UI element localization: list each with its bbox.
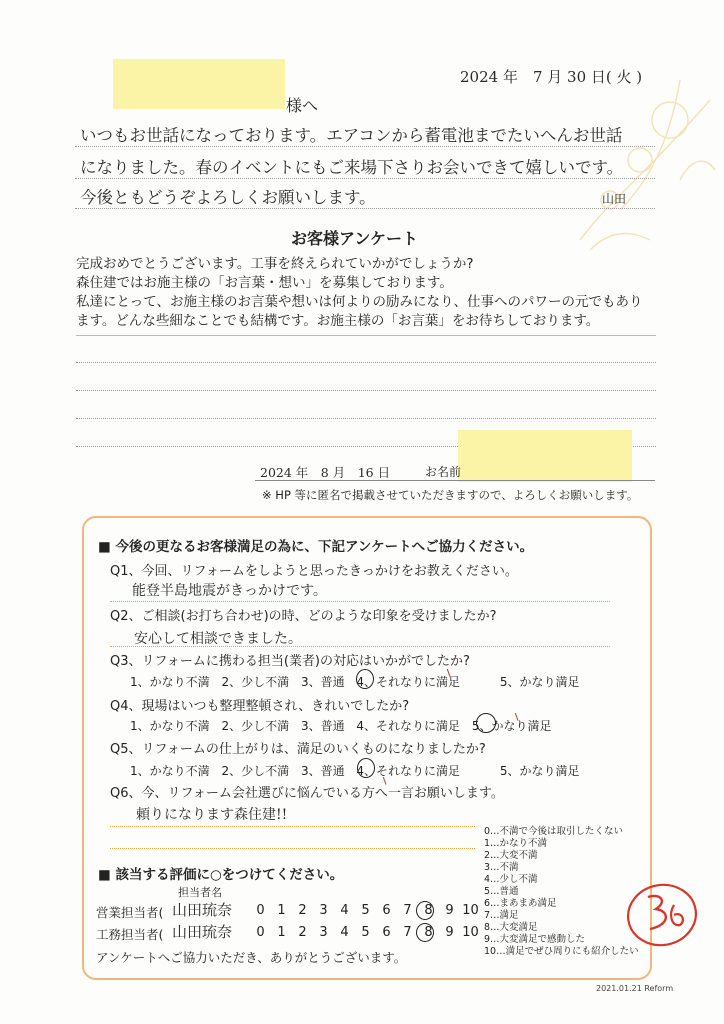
sales-score-3[interactable]: 3 bbox=[319, 903, 328, 918]
sales-score-8[interactable]: 8 bbox=[424, 903, 433, 918]
survey-intro-2: 森住建ではお施主様の「お言葉・想い」を募集しております。 bbox=[76, 275, 453, 291]
letter-text-1: いつもお世話になっております。エアコンから蓄電池までたいへんお世話 bbox=[80, 126, 623, 145]
rating-scale-legend bbox=[484, 826, 639, 958]
q4-selected-circle bbox=[476, 713, 496, 733]
works-score-circle bbox=[416, 923, 434, 942]
sales-score-4[interactable]: 4 bbox=[340, 903, 349, 918]
scale-item: 2…大変不満 bbox=[484, 850, 538, 861]
addressee-suffix: 様へ bbox=[286, 96, 319, 115]
letter-date: 2024 年 7 月 30 日( 火 ) bbox=[460, 68, 643, 86]
q3-option-2[interactable]: 2、少し不満 bbox=[221, 675, 290, 689]
q4-option-3[interactable]: 3、普通 bbox=[300, 719, 345, 733]
works-score-0[interactable]: 0 bbox=[256, 925, 265, 940]
survey-date: 2024 年 8 月 16 日 bbox=[260, 465, 391, 480]
anonymity-note: ※ HP 等に匿名で掲載させていただきますので、よろしくお願いします。 bbox=[262, 488, 639, 502]
survey-intro-4: ます。どんな些細なことでも結構です。お施主様の「お言葉」をお待ちしております。 bbox=[76, 313, 600, 329]
q3-selected-circle bbox=[356, 669, 374, 689]
works-score-9[interactable]: 9 bbox=[445, 925, 454, 940]
works-score-3[interactable]: 3 bbox=[319, 925, 328, 940]
works-name: 山田琉奈 bbox=[172, 923, 233, 941]
scale-item: 0…不満で今後は取引したくない bbox=[484, 826, 624, 837]
works-score-row bbox=[250, 925, 481, 940]
q2-question: Q2、ご相談(お打ち合わせ)の時、どのような印象を受けましたか? bbox=[110, 609, 497, 624]
letter-line-1 bbox=[75, 146, 655, 147]
works-score-6[interactable]: 6 bbox=[382, 925, 391, 940]
scale-item: 6…まあまあ満足 bbox=[484, 898, 557, 909]
q3-option-3[interactable]: 3、普通 bbox=[300, 675, 345, 689]
survey-intro-1: 完成おめでとうございます。工事を終えられていかがでしょうか? bbox=[76, 256, 474, 272]
q5-option-2[interactable]: 2、少し不満 bbox=[221, 764, 290, 778]
scale-item: 3…不満 bbox=[484, 862, 519, 873]
q4-option-5[interactable]: 5、かなり満足 bbox=[471, 719, 552, 733]
q5-option-1[interactable]: 1、かなり不満 bbox=[130, 764, 210, 778]
works-score-8[interactable]: 8 bbox=[424, 925, 433, 940]
comment-line-3 bbox=[76, 390, 656, 391]
sales-score-10[interactable]: 10 bbox=[462, 903, 479, 918]
thanks-message: アンケートへご協力いただき、ありがとうございます。 bbox=[96, 950, 407, 965]
q6-answer-line-2 bbox=[110, 848, 475, 849]
name-redaction bbox=[458, 430, 632, 482]
works-score-7[interactable]: 7 bbox=[403, 925, 412, 940]
q4-option-2[interactable]: 2、少し不満 bbox=[221, 719, 290, 733]
q5-option-5[interactable]: 5、かなり満足 bbox=[499, 764, 580, 778]
letter-line-3 bbox=[75, 208, 655, 209]
scale-item: 4…少し不満 bbox=[484, 874, 538, 885]
survey-intro-3: 私達にとって、お施主様のお言葉や想いは何よりの励みになり、仕事へのパワーの元でもあり bbox=[76, 294, 643, 310]
staff-label: 担当者名 bbox=[178, 886, 222, 899]
letter-text-3: 今後ともどうぞよろしくお願いします。 bbox=[80, 188, 376, 207]
date-name-line bbox=[255, 480, 655, 481]
works-score-1[interactable]: 1 bbox=[277, 925, 286, 940]
sales-score-9[interactable]: 9 bbox=[445, 903, 454, 918]
works-score-4[interactable]: 4 bbox=[340, 925, 349, 940]
q6-answer-line-1 bbox=[110, 826, 475, 827]
q4-option-4[interactable]: 4、それなりに満足 bbox=[356, 719, 461, 733]
questionnaire-heading: ■ 今後の更なるお客様満足の為に、下記アンケートへご協力ください。 bbox=[98, 539, 534, 555]
q5-option-3[interactable]: 3、普通 bbox=[300, 764, 345, 778]
works-label: 工務担当者( bbox=[96, 927, 164, 942]
q5-option-4[interactable]: 4、それなりに満足 bbox=[356, 764, 461, 778]
letter-line-2 bbox=[75, 178, 655, 179]
sales-score-7[interactable]: 7 bbox=[403, 903, 412, 918]
rating-heading: ■ 該当する評価に○をつけてください。 bbox=[98, 867, 344, 883]
letter-text-2: になりました。春のイベントにもご来場下さりお会いできて嬉しいです。 bbox=[80, 158, 624, 177]
sales-score-row bbox=[250, 903, 481, 918]
sales-score-5[interactable]: 5 bbox=[361, 903, 370, 918]
q2-answer-line bbox=[110, 646, 610, 647]
works-score-2[interactable]: 2 bbox=[298, 925, 307, 940]
q3-option-4[interactable]: 4、それなりに満足 bbox=[356, 675, 461, 689]
q1-answer-line bbox=[110, 601, 610, 602]
red-stamp-mark bbox=[620, 875, 704, 955]
q6-question: Q6、今、リフォーム会社選びに悩んでいる方へ一言お願いします。 bbox=[110, 786, 504, 801]
letter-signature: 山田 bbox=[602, 192, 627, 206]
addressee-redaction bbox=[113, 59, 285, 109]
sales-score-circle bbox=[416, 901, 434, 920]
scale-item: 7…満足 bbox=[484, 910, 519, 921]
name-label: お名前 bbox=[425, 465, 462, 479]
q2-answer: 安心して相談できました。 bbox=[134, 631, 302, 647]
works-score-5[interactable]: 5 bbox=[361, 925, 370, 940]
sales-score-2[interactable]: 2 bbox=[298, 903, 307, 918]
sales-score-0[interactable]: 0 bbox=[256, 903, 265, 918]
footer-version: 2021.01.21 Reform bbox=[596, 984, 674, 993]
scale-item: 10…満足でぜひ周りにも紹介したい bbox=[484, 946, 639, 957]
q6-answer: 頼りになります森住建!! bbox=[136, 807, 288, 823]
sales-score-6[interactable]: 6 bbox=[382, 903, 391, 918]
scale-item: 1…かなり不満 bbox=[484, 838, 548, 849]
works-score-10[interactable]: 10 bbox=[462, 925, 479, 940]
scale-item: 9…大変満足で感動した bbox=[484, 934, 586, 945]
q1-question: Q1、今回、リフォームをしようと思ったきっかけをお教えください。 bbox=[110, 564, 518, 579]
q3-question: Q3、リフォームに携わる担当(業者)の対応はいかがでしたか? bbox=[110, 654, 470, 669]
q1-answer: 能登半島地震がきっかけです。 bbox=[132, 583, 327, 599]
q3-option-1[interactable]: 1、かなり不満 bbox=[130, 675, 210, 689]
sales-score-1[interactable]: 1 bbox=[277, 903, 286, 918]
survey-title: お客様アンケート bbox=[291, 229, 419, 248]
q4-question: Q4、現場はいつも整理整頓され、きれいでしたか? bbox=[110, 699, 410, 714]
scale-item: 5…普通 bbox=[484, 886, 519, 897]
scale-item: 8…大変満足 bbox=[484, 922, 538, 933]
sales-label: 営業担当者( bbox=[96, 905, 164, 920]
comment-line-2 bbox=[76, 362, 656, 363]
comment-line-1 bbox=[76, 335, 656, 336]
sales-name: 山田琉奈 bbox=[172, 901, 233, 919]
q5-question: Q5、リフォームの仕上がりは、満足のいくものになりましたか? bbox=[110, 742, 486, 757]
comment-line-4 bbox=[76, 418, 656, 419]
q4-option-1[interactable]: 1、かなり不満 bbox=[130, 719, 210, 733]
q3-option-5[interactable]: 5、かなり満足 bbox=[499, 675, 580, 689]
q5-selected-circle bbox=[357, 758, 375, 778]
